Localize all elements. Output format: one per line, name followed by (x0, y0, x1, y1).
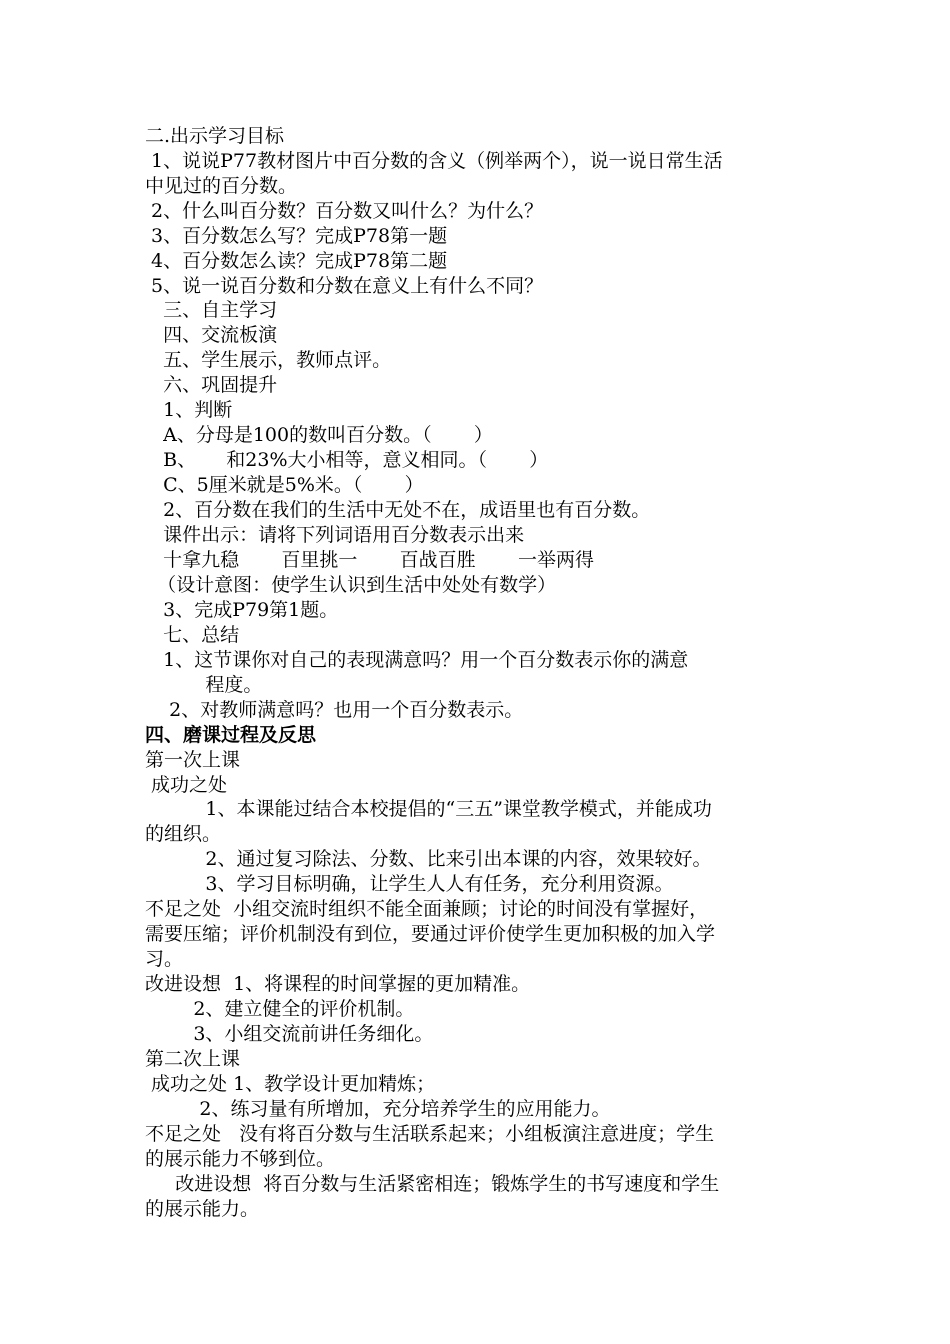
doc-line: 4、百分数怎么读？完成P78第二题 (145, 250, 448, 272)
section-heading: 四、磨课过程及反思 (145, 724, 317, 746)
doc-line: 1、说说P77教材图片中百分数的含义（例举两个），说一说日常生活 (145, 150, 723, 172)
doc-line: 1、本课能过结合本校提倡的“三五”课堂教学模式，并能成功 (145, 798, 712, 820)
doc-line: 课件出示：请将下列词语用百分数表示出来 (145, 524, 525, 546)
doc-line: 2、百分数在我们的生活中无处不在，成语里也有百分数。 (145, 499, 651, 521)
doc-line: 3、完成P79第1题。 (145, 599, 339, 621)
doc-line: 3、小组交流前讲任务细化。 (145, 1023, 434, 1045)
doc-line: 改进设想 1、将课程的时间掌握的更加精准。 (145, 973, 531, 995)
doc-line: 十拿九稳 百里挑一 百战百胜 一举两得 (145, 549, 594, 571)
doc-line: 3、学习目标明确，让学生人人有任务，充分利用资源。 (145, 873, 674, 895)
doc-line: 不足之处 没有将百分数与生活联系起来；小组板演注意进度；学生 (145, 1123, 715, 1145)
doc-line: 1、这节课你对自己的表现满意吗？用一个百分数表示你的满意 (145, 649, 689, 671)
doc-line: 六、巩固提升 (145, 374, 278, 396)
doc-line: 3、百分数怎么写？完成P78第一题 (145, 225, 448, 247)
doc-line: 2、建立健全的评价机制。 (145, 998, 415, 1020)
doc-line: 三、自主学习 (145, 299, 278, 321)
doc-line: 2、对教师满意吗？也用一个百分数表示。 (145, 699, 524, 721)
doc-line: 习。 (145, 948, 184, 970)
doc-line: 二.出示学习目标 (145, 125, 285, 147)
doc-line: 第一次上课 (145, 749, 241, 771)
doc-line: 2、练习量有所增加，充分培养学生的应用能力。 (145, 1098, 611, 1120)
doc-line: 的展示能力。 (145, 1198, 260, 1220)
doc-line: 成功之处 1、教学设计更加精炼； (145, 1073, 436, 1095)
doc-line: 成功之处 (145, 774, 228, 796)
doc-line: 的展示能力不够到位。 (145, 1148, 336, 1170)
doc-line: 五、学生展示，教师点评。 (145, 349, 392, 371)
doc-line: 七、总结 (145, 624, 240, 646)
doc-line: 中见过的百分数。 (145, 175, 298, 197)
doc-line: 2、什么叫百分数？百分数又叫什么？为什么？ (145, 200, 544, 222)
doc-line: （设计意图：使学生认识到生活中处处有数学） (145, 574, 557, 596)
doc-line: 的组织。 (145, 823, 222, 845)
doc-line: 不足之处 小组交流时组织不能全面兼顾；讨论的时间没有掌握好， (145, 898, 709, 920)
doc-line: 2、通过复习除法、分数、比来引出本课的内容，效果较好。 (145, 848, 712, 870)
doc-line: 四、交流板演 (145, 324, 278, 346)
doc-line: B、 和23%大小相等，意义相同。（ ） (145, 449, 549, 471)
doc-line: 第二次上课 (145, 1048, 241, 1070)
doc-line: 程度。 (145, 674, 263, 696)
doc-line: 需要压缩；评价机制没有到位，要通过评价使学生更加积极的加入学 (145, 923, 716, 945)
doc-line: 5、说一说百分数和分数在意义上有什么不同？ (145, 275, 544, 297)
doc-line: 改进设想 将百分数与生活紧密相连；锻炼学生的书写速度和学生 (145, 1173, 720, 1195)
doc-line: 1、判断 (145, 399, 233, 421)
doc-line: A、分母是100的数叫百分数。（ ） (145, 424, 493, 446)
doc-line: C、5厘米就是5%米。（ ） (145, 474, 424, 496)
